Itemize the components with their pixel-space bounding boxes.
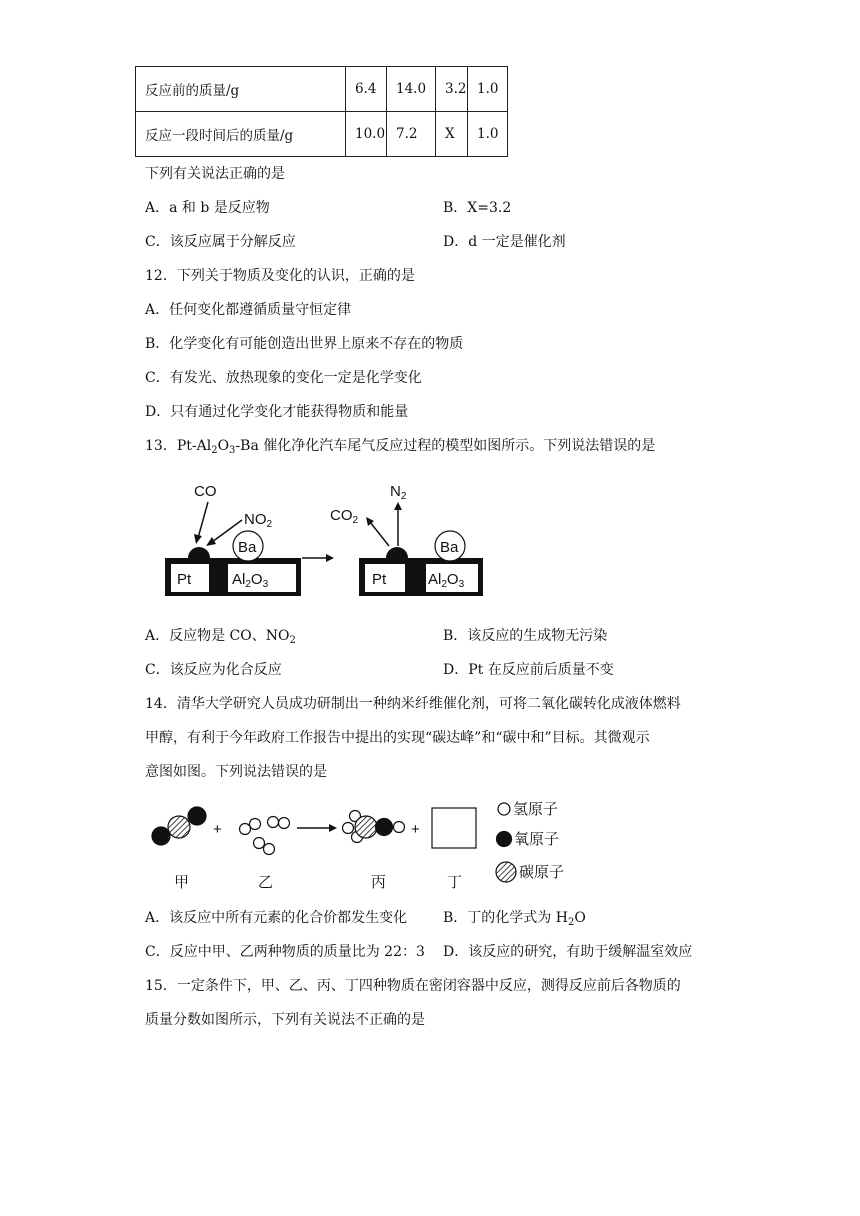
label-yi: 乙 <box>258 874 274 891</box>
option-c: C．该反应为化合反应 <box>145 662 282 678</box>
table-row <box>136 112 508 157</box>
hydrogen-atom <box>250 819 261 830</box>
option-c: C．该反应属于分解反应 <box>145 234 296 250</box>
option-d: D．只有通过化学变化才能获得物质和能量 <box>145 404 409 420</box>
option-c: C．有发光、放热现象的变化一定是化学变化 <box>145 370 422 386</box>
question-stem: 13．$Pt-Al_2O_3-Ba$ 催化净化汽车尾气反应过程的模型如图所示。下列说法错误的是 <box>145 438 656 456</box>
option-a: A．该反应中所有元素的化合价都发生变化 <box>145 910 408 926</box>
catalyst-reaction-figure <box>160 474 492 602</box>
co-arrow <box>198 502 208 538</box>
hydrogen-atom <box>498 803 510 815</box>
option-b: B．X=3.2 <box>443 200 512 216</box>
al2o3-label: $Al_2O_3$ <box>232 571 269 590</box>
carbon-atom <box>168 816 190 838</box>
table-cell: 反应一段时间后的质量/g <box>136 112 346 157</box>
product-box <box>432 808 476 848</box>
arrow-head <box>329 824 337 832</box>
ba-label: Ba <box>440 539 459 556</box>
arrow-head <box>394 502 402 510</box>
option-d: D．Pt 在反应前后质量不变 <box>443 662 614 678</box>
option-a: A．反应物是 CO、$NO_2$ <box>145 628 296 646</box>
hydrogen-atom <box>240 824 251 835</box>
oxygen-atom <box>497 832 512 847</box>
option-a: A．任何变化都遵循质量守恒定律 <box>145 302 352 318</box>
legend-oxygen: 氧原子 <box>514 831 560 848</box>
hydrogen-atom <box>254 838 265 849</box>
table-cell: X <box>436 112 468 157</box>
carbon-atom <box>496 862 516 882</box>
oxygen-atom <box>188 807 206 825</box>
legend-carbon: 碳原子 <box>519 864 565 881</box>
option-b: B．化学变化有可能创造出世界上原来不存在的物质 <box>145 336 464 352</box>
table-cell: 10.0 <box>346 112 387 157</box>
hydrogen-atom <box>279 818 290 829</box>
question-stem: 甲醇，有利于今年政府工作报告中提出的实现“碳达峰”和“碳中和”目标。其微观示 <box>145 730 650 746</box>
adsorbed-molecule <box>188 547 210 558</box>
question-stem: 质量分数如图所示，下列有关说法不正确的是 <box>145 1012 425 1028</box>
table-cell: 1.0 <box>468 112 508 157</box>
option-a: A．a 和 b 是反应物 <box>145 200 270 216</box>
question-stem: 15．一定条件下，甲、乙、丙、丁四种物质在密闭容器中反应，测得反应前后各物质的 <box>145 978 681 994</box>
hydrogen-atom <box>343 823 354 834</box>
label-ding: 丁 <box>447 874 463 891</box>
co2-label: $CO_2$ <box>330 507 359 526</box>
oxygen-atom <box>152 827 170 845</box>
question-stem: 14．清华大学研究人员成功研制出一种纳米纤维催化剂，可将二氧化碳转化成液体燃料 <box>145 696 681 712</box>
option-d: D．d 一定是催化剂 <box>443 234 566 250</box>
arrow-head <box>326 554 334 562</box>
table-cell: 3.2 <box>436 67 468 112</box>
option-d: D．该反应的研究，有助于缓解温室效应 <box>443 944 693 960</box>
table-cell: 7.2 <box>387 112 436 157</box>
mass-table <box>135 66 508 157</box>
oxygen-atom <box>376 819 393 836</box>
legend-hydrogen: 氢原子 <box>513 801 559 818</box>
question-stem: 意图如图。下列说法错误的是 <box>145 764 327 780</box>
label-bing: 丙 <box>371 874 387 891</box>
table-cell: 1.0 <box>468 67 508 112</box>
table-cell: 14.0 <box>387 67 436 112</box>
pt-label: Pt <box>372 571 387 588</box>
question-stem: 下列有关说法正确的是 <box>145 166 285 182</box>
co-label: CO <box>194 483 217 500</box>
plus-sign: + <box>213 821 222 838</box>
table-cell: 反应前的质量/g <box>136 67 346 112</box>
molecule-reaction-figure <box>145 800 585 896</box>
adsorbed-molecule <box>386 547 408 558</box>
carbon-atom <box>355 816 377 838</box>
al2o3-label: $Al_2O_3$ <box>428 571 465 590</box>
option-c: C．反应中甲、乙两种物质的质量比为 22：3 <box>145 944 425 960</box>
hydrogen-atom <box>394 822 405 833</box>
no2-label: $NO_2$ <box>244 511 273 530</box>
plus-sign: + <box>411 821 420 838</box>
label-jia: 甲 <box>174 874 190 891</box>
question-stem: 12．下列关于物质及变化的认识，正确的是 <box>145 268 415 284</box>
co2-arrow <box>370 522 389 546</box>
n2-label: $N_2$ <box>390 483 407 502</box>
option-b: B．该反应的生成物无污染 <box>443 628 608 644</box>
arrow-head <box>194 534 202 544</box>
table-cell: 6.4 <box>346 67 387 112</box>
table-row <box>136 67 508 112</box>
arrow-head <box>206 537 216 546</box>
ba-label: Ba <box>238 539 257 556</box>
hydrogen-atom <box>264 844 275 855</box>
hydrogen-atom <box>268 817 279 828</box>
pt-label: Pt <box>177 571 192 588</box>
option-b: B．丁的化学式为 $H_2O$ <box>443 910 586 928</box>
